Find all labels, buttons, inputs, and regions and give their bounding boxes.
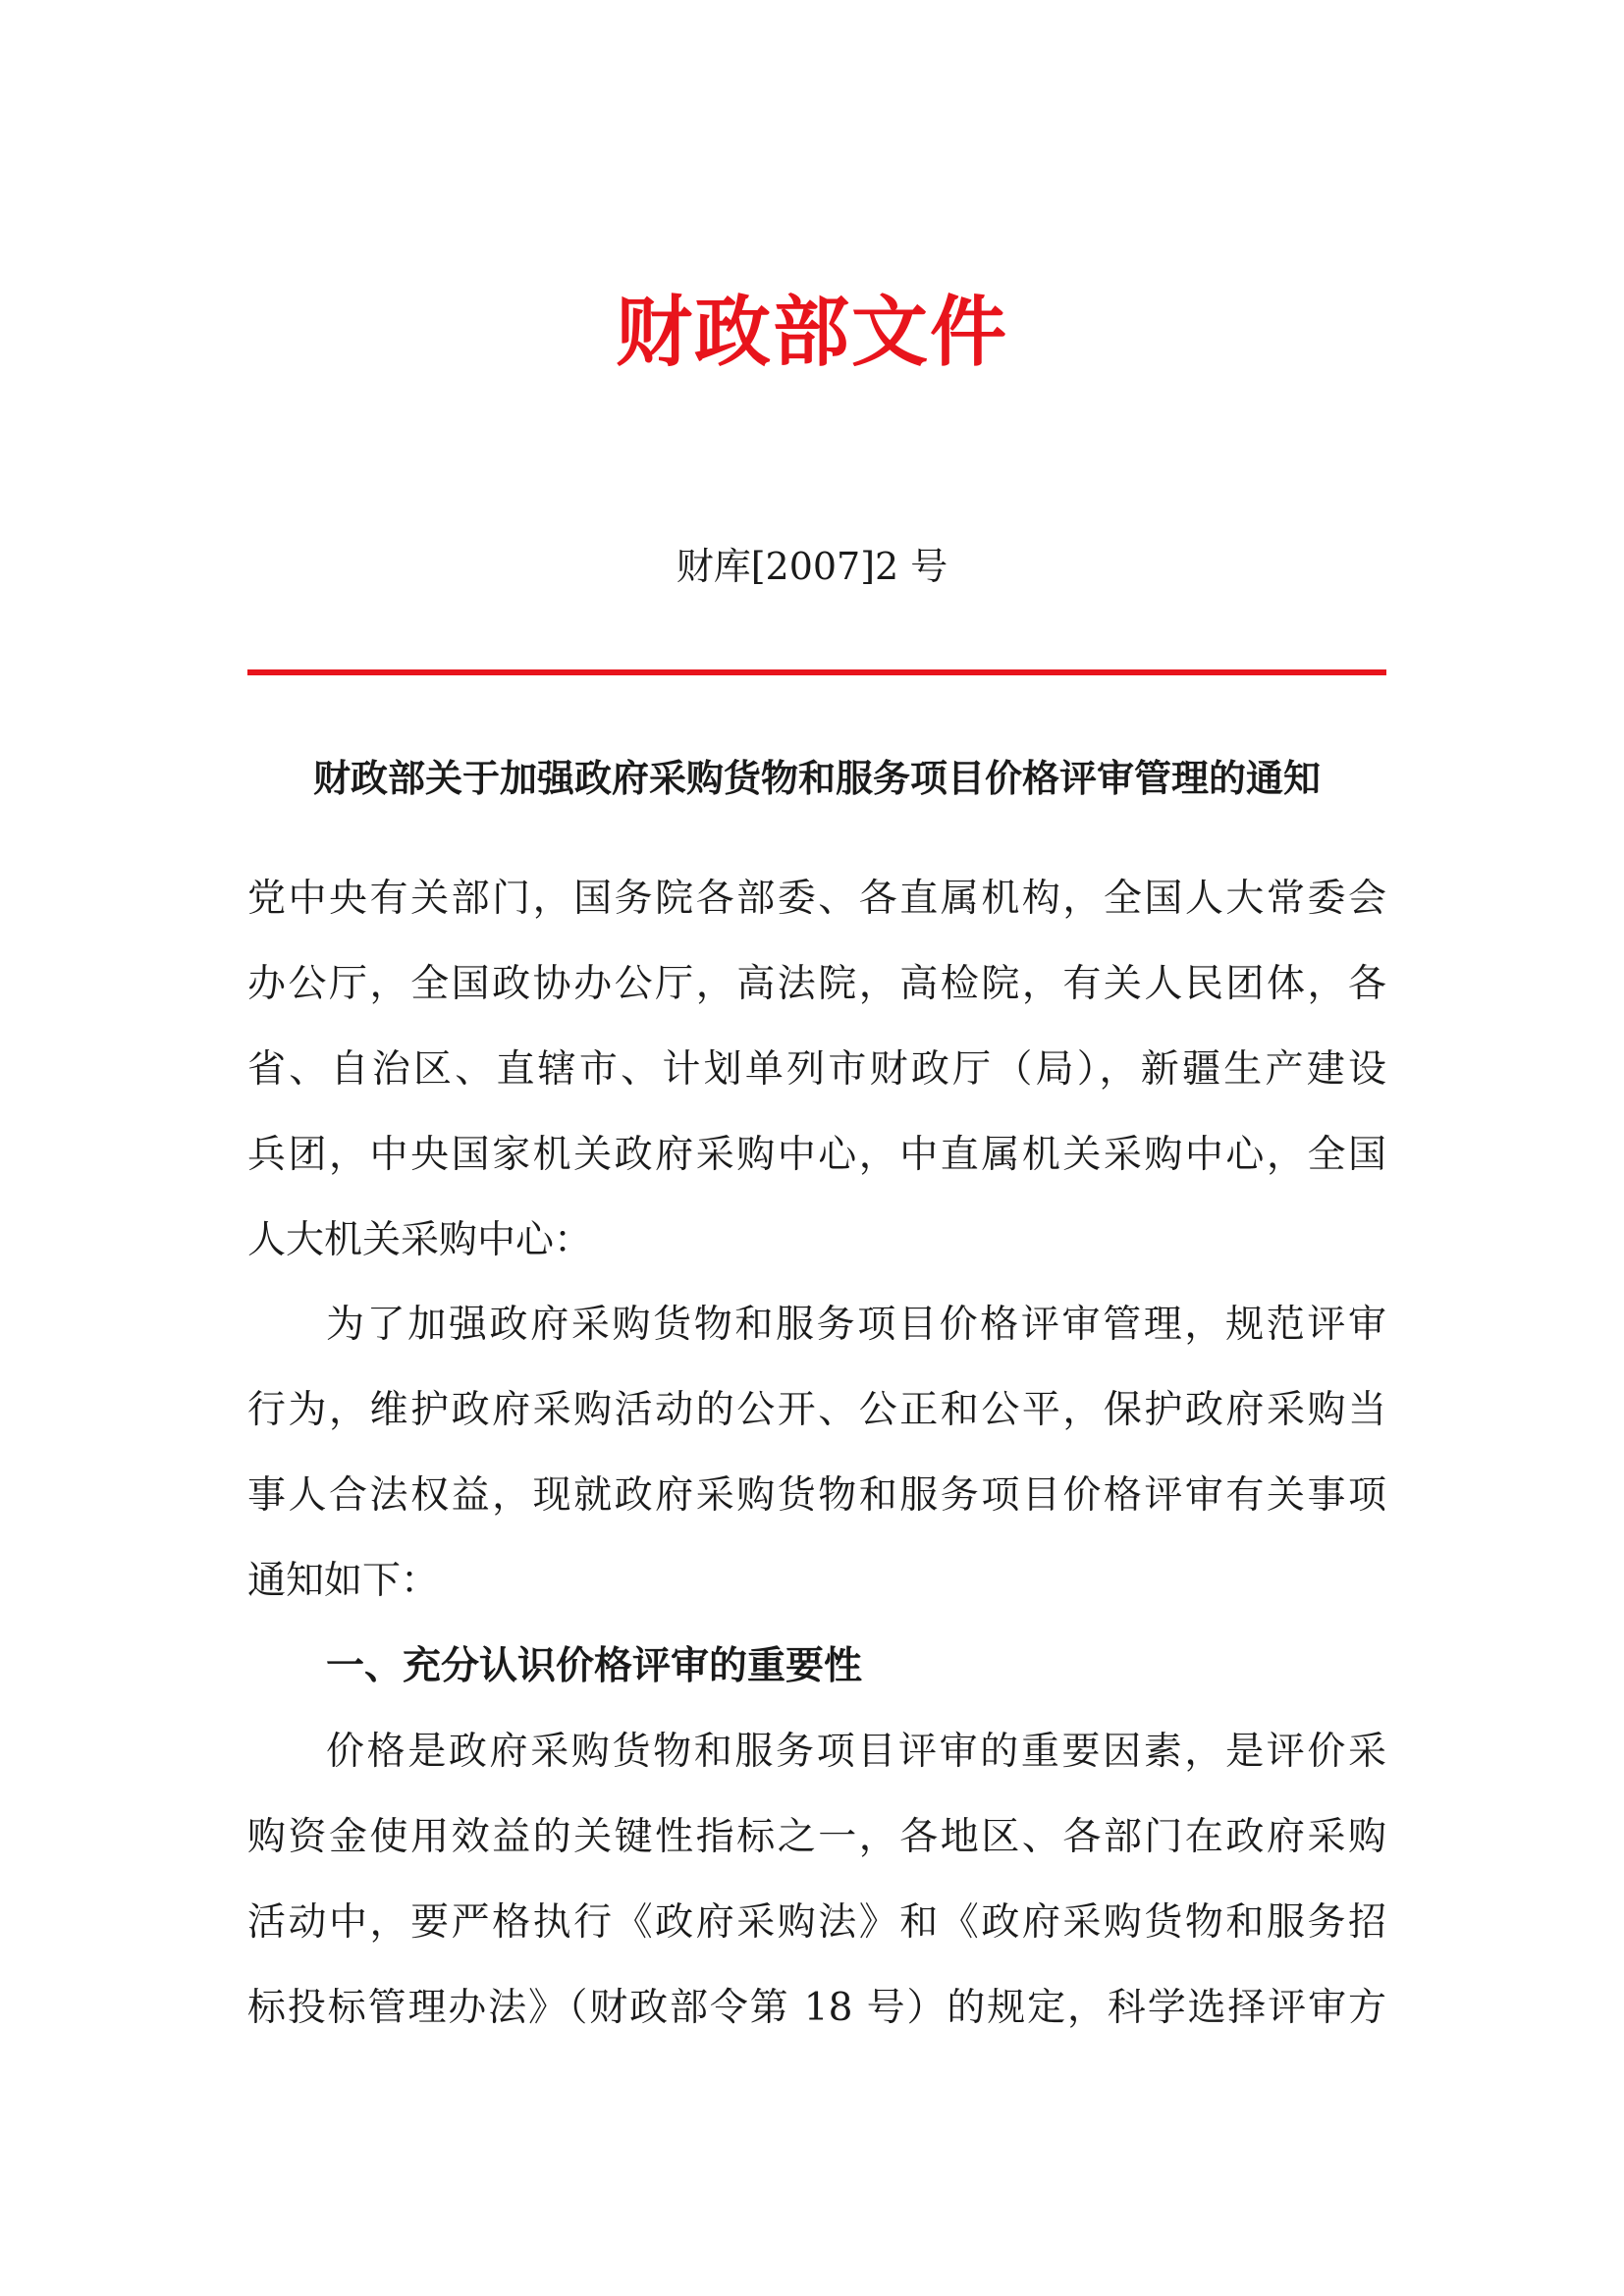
section-heading: 一、充分认识价格评审的重要性 <box>326 1644 863 1688</box>
section1-line: 价格是政府采购货物和服务项目评审的重要因素，是评价采 <box>326 1730 1386 1774</box>
recipients-line: 办公厅，全国政协办公厅，高法院，高检院，有关人民团体，各 <box>247 962 1386 1006</box>
recipients-line: 省、自治区、直辖市、计划单列市财政厅（局），新疆生产建设 <box>247 1047 1386 1092</box>
intro-line: 事人合法权益，现就政府采购货物和服务项目价格评审有关事项 <box>247 1473 1386 1518</box>
recipients-line: 兵团，中央国家机关政府采购中心，中直属机关采购中心，全国 <box>247 1133 1386 1177</box>
section1-line: 标投标管理办法》（财政部令第 18 号）的规定，科学选择评审方 <box>247 1986 1386 2030</box>
intro-line: 通知如下： <box>247 1559 440 1603</box>
recipients-paragraph <box>247 856 1386 1283</box>
red-divider-line <box>247 669 1386 675</box>
document-header-title: 财政部文件 <box>615 289 1008 377</box>
document-number: 财库[2007]2 号 <box>676 545 948 588</box>
section1-line: 活动中，要严格执行《政府采购法》和《政府采购货物和服务招 <box>247 1900 1386 1945</box>
recipients-line: 党中央有关部门，国务院各部委、各直属机构，全国人大常委会 <box>247 877 1386 921</box>
section1-paragraph <box>247 1709 1386 2051</box>
intro-line: 行为，维护政府采购活动的公开、公正和公平，保护政府采购当 <box>247 1388 1386 1432</box>
recipients-line: 人大机关采购中心： <box>247 1218 593 1262</box>
notice-title: 财政部关于加强政府采购货物和服务项目价格评审管理的通知 <box>312 756 1321 800</box>
intro-paragraph <box>247 1282 1386 1624</box>
section1-line: 购资金使用效益的关键性指标之一，各地区、各部门在政府采购 <box>247 1815 1386 1859</box>
intro-line: 为了加强政府采购货物和服务项目价格评审管理，规范评审 <box>326 1303 1386 1347</box>
